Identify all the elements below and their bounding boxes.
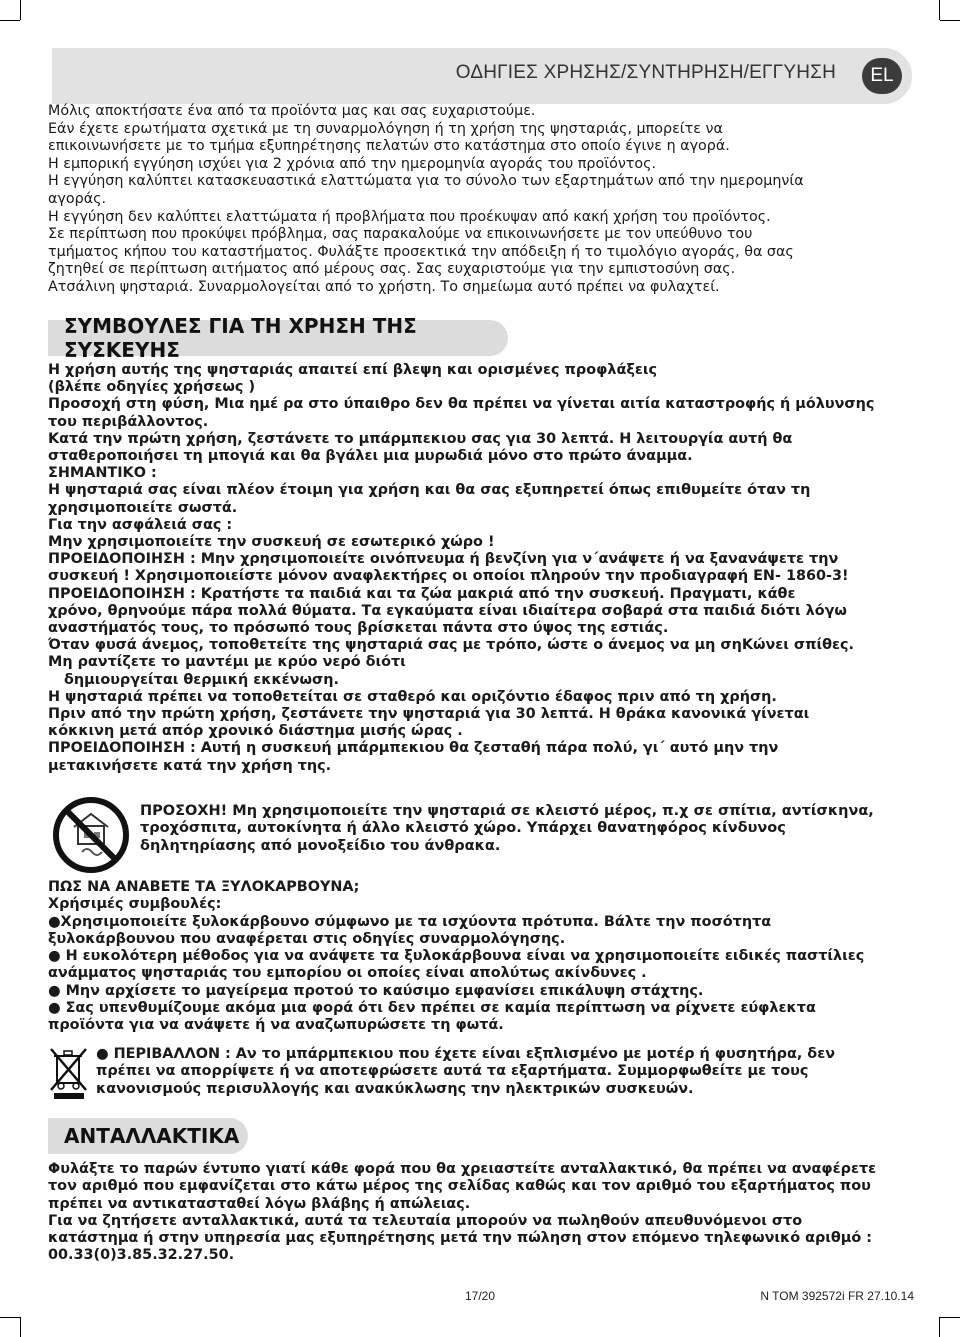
tips-line: Η ψησταριά πρέπει να τοποθετείται σε σταθερό και οριζόντιο έδαφος πριν από τη χρήση.: [48, 688, 777, 705]
document-reference: N TOM 392572i FR 27.10.14: [760, 1289, 914, 1303]
tips-line: δημιουργείται θερμική εκκένωση.: [64, 671, 339, 688]
intro-line: αγοράς.: [48, 190, 107, 207]
tips-line: Πριν από την πρώτη χρήση, ζεστάνετε την ψησταριά για 30 λεπτά. Η θράκα κανονικά γίνεται: [48, 706, 810, 723]
crop-mark-tr-v: [939, 0, 940, 20]
environment-line: πρέπει να απορρίψετε ή να αποτεφρώσετε αυτά τα εξαρτήματα. Συμμορφωθείτε με τους: [96, 1063, 809, 1080]
intro-line: τμήματος κήπου του καταστήματος. Φυλάξτε προσεκτικά την απόδειξη ή το τιμολόγιο αγοράς, θα σας: [48, 243, 794, 260]
tips-line: Για την ασφάλειά σας :: [48, 516, 233, 533]
tips-line: Προσοχή στη φύση, Μια ημέ ρα στο ύπαιθρο δεν θα πρέπει να γίνεται αιτία καταστροφής ή μόλυνσης: [48, 396, 875, 413]
crop-mark-br-h: [940, 1317, 960, 1318]
tips-line: (βλέπε οδηγίες χρήσεως ): [48, 379, 256, 396]
tips-line: μετακινήσετε κατά την χρήση της.: [48, 757, 332, 774]
tips-line: Κατά την πρώτη χρήση, ζεστάνετε το μπάρμπεκιου σας για 30 λεπτά. Η λειτουργία αυτή θα: [48, 430, 793, 447]
intro-section: [48, 103, 918, 297]
intro-line: Η εμπορική εγγύηση ισχύει για 2 χρόνια από την ημερομηνία αγοράς του προϊόντος.: [48, 155, 657, 172]
tips-line: ΠΡΟΕΙΔΟΠΟΙΗΣΗ : Κρατήστε τα παιδιά και τα ζώα μακριά από την συσκευή. Πραγματι, κάθε: [48, 585, 796, 602]
usage-tips-section: [48, 362, 918, 775]
charcoal-line: ξυλοκάρβουνου που αναφέρεται στις οδηγίες συναρμολόγησης.: [48, 930, 566, 947]
crop-mark-bl-v: [20, 1317, 21, 1337]
tips-line: Η χρήση αυτής της ψησταριάς απαιτεί επί βλεψη και ορισμένες προφλάξεις: [48, 362, 658, 378]
tips-line: ΣΗΜΑΝΤΙΚΟ :: [48, 465, 157, 482]
warning-line: ΠΡΟΣΟΧΗ! Μη χρησιμοποιείτε την ψησταριά σε κλειστό μέρος, π.χ σε σπίτια, αντίσκηνα,: [140, 803, 874, 819]
crossed-out-bin-icon: [48, 1046, 90, 1100]
environment-section: [96, 1046, 916, 1098]
crop-mark-br-v: [939, 1317, 940, 1337]
charcoal-line: ● Σας υπενθυμίζουμε ακόμα μια φορά ότι δεν πρέπει σε καμία περίπτωση να ρίχνετε εύφλεκτα: [48, 1000, 816, 1017]
spare-parts-line: πρέπει να αντικατασταθεί λόγω βλάβης ή απώλειας.: [48, 1195, 471, 1212]
tips-line: σταθεροποιήσει τη μπογιά και θα βγάλει μια μυρωδιά μόνο στο πρώτο άναμμα.: [48, 448, 693, 465]
page-number: 17/20: [465, 1289, 496, 1303]
environment-line: ● ΠΕΡΙΒΑΛΛΟΝ : Αν το μπάρμπεκιου που έχετε είναι εξπλισμένο με μοτέρ ή φυσητήρα, δεν: [96, 1046, 836, 1062]
intro-line: ζητηθεί σε περίπτωση αιτήματος από μέρους σας. Σας ευχαριστούμε για την εμπιστοσύνη σας.: [48, 261, 736, 278]
usage-tips-heading: ΣΥΜΒΟΥΛΕΣ ΓΙΑ ΤΗ ΧΡΗΣΗ ΤΗΣ ΣΥΣΚΕΥΗΣ: [48, 320, 508, 356]
intro-line: Σε περίπτωση που προκύψει πρόβλημα, σας παρακαλούμε να επικοινωνήσετε με τον υπεύθυνο του: [48, 226, 753, 243]
environment-line: κανονισμούς περισυλλογής και ανακύκλωσης την ηλεκτρικών συσκευών.: [96, 1080, 694, 1097]
spare-parts-line: 00.33(0)3.85.32.27.50.: [48, 1247, 235, 1264]
tips-line: ΠΡΟΕΙΔΟΠΟΙΗΣΗ : Μην χρησιμοποιείτε οινόπνευμα ή βενζίνη για ν΄ανάψετε ή να ξανανάψετε την: [48, 551, 839, 568]
tips-line: κόκκινη μετά απόρ χρονικό διάστημα μισής ώρας .: [48, 723, 463, 740]
spare-parts-section: [48, 1161, 918, 1265]
intro-line: Η εγγύηση δεν καλύπτει ελαττώματα ή προβλήματα που προέκυψαν από κακή χρήση του προϊόντος.: [48, 208, 771, 225]
crop-mark-tl-v: [20, 0, 21, 20]
intro-line: Εάν έχετε ερωτήματα σχετικά με τη συναρμολόγηση ή τη χρήση της ψησταριάς, μπορείτε να: [48, 120, 723, 137]
warning-line: δηλητηρίασης από μονοξείδιο του άνθρακα.: [140, 837, 501, 854]
intro-line: Μόλις αποκτήσατε ένα από τα προϊόντα μας και σας ευχαριστούμε.: [48, 103, 536, 119]
header-title: ΟΔΗΓΙΕΣ ΧΡΗΣΗΣ/ΣΥΝΤΗΡΗΣΗ/ΕΓΓΥΗΣΗ: [455, 62, 836, 83]
tips-line: χρησιμοποιείτε σωστά.: [48, 499, 238, 516]
tips-line: ΠΡΟΕΙΔΟΠΟΙΗΣΗ : Αυτή η συσκευή μπάρμπεκιου θα ζεσταθή πάρα πολύ, γι΄ αυτό μην την: [48, 740, 779, 757]
charcoal-line: ●Χρησιμοποιείτε ξυλοκάρβουνο σύμφωνο με τα ισχύοντα πρότυπα. Βάλτε την ποσότητα: [48, 913, 772, 930]
intro-line: επικοινωνήσετε με το τμήμα εξυπηρέτησης πελατών στο κατάστημα στο οποίο έγινε η αγορά.: [48, 138, 730, 155]
tips-line: χρόνο, θρηνούμε πάρα πολλά θύματα. Τα εγκαύματα είναι ιδιαίτερα σοβαρά στα παιδιά διότι λόγω: [48, 602, 847, 619]
tips-line: του περιβάλλοντος.: [48, 413, 209, 430]
charcoal-line: προϊόντα για να ανάψετε ή να αναζωπυρώσετε τη φωτά.: [48, 1017, 504, 1034]
intro-line: Ατσάλινη ψησταριά. Συναρμολογείται από το χρήστη. Το σημείωμα αυτό πρέπει να φυλαχτεί.: [48, 278, 720, 295]
crop-mark-tl-h: [0, 20, 20, 21]
indoor-warning: [140, 803, 920, 855]
charcoal-line: ΠΩΣ ΝΑ ΑΝΑΒΕΤΕ ΤΑ ΞΥΛΟΚΑΡΒΟΥΝΑ;: [48, 879, 360, 895]
tips-line: Μη ραντίζετε το μαντέμι με κρύο νερό διότι: [48, 654, 406, 671]
spare-parts-line: κατάστημα ή στην υπηρεσία μας εξυπηρέτησης μετά την πώληση στον επόμενο τηλεφωνικό αριθμό :: [48, 1230, 873, 1247]
header-bar: [52, 48, 912, 104]
charcoal-line: Χρήσιμές συμβουλές:: [48, 896, 222, 913]
spare-parts-line: Για να ζητήσετε ανταλλακτικά, αυτά τα τελευταία μπορούν να πωληθούν απευθυνόμενοι στο: [48, 1212, 803, 1229]
spare-parts-line: τον αριθμό που εμφανίζεται στο κάτω μέρος της σελίδας καθώς και τον αριθμό του εξαρτήματος που: [48, 1178, 871, 1195]
tips-line: συσκευή ! Χρησιμοποιείστε μόνον αναφλεκτήρες οι οποίοι πληρούν την προδιαγραφή ΕΝ- 1860-3!: [48, 568, 849, 585]
language-badge: EL: [862, 58, 902, 94]
crop-mark-bl-h: [0, 1317, 20, 1318]
tips-line: Η ψησταριά σας είναι πλέον έτοιμη για χρήση και θα σας εξυπηρετεί όπως επιθυμείτε όταν τη: [48, 482, 811, 499]
intro-line: Η εγγύηση καλύπτει κατασκευαστικά ελαττώματα για το σύνολο των εξαρτημάτων από την ημερομηνία: [48, 173, 804, 190]
no-indoor-use-icon: [52, 796, 130, 874]
charcoal-section: [48, 879, 918, 1035]
tips-line: Μην χρησιμοποιείτε την συσκευή σε εσωτερικό χώρο !: [48, 534, 495, 551]
charcoal-line: ανάμματος ψησταριάς του εμπορίου οι οποίες είναι απολύτως ακίνδυνες .: [48, 965, 647, 982]
crop-mark-tr-h: [940, 20, 960, 21]
charcoal-line: ● Μην αρχίσετε το μαγείρεμα προτού το καύσιμο εμφανίσει επικάλυψη στάχτης.: [48, 982, 704, 999]
spare-parts-line: Φυλάξτε το παρών έντυπο γιατί κάθε φορά που θα χρειαστείτε ανταλλακτικό, θα πρέπει να αναφέρετε: [48, 1161, 877, 1177]
charcoal-line: ● Η ευκολότερη μέθοδος για να ανάψετε τα ξυλοκάρβουνα είναι να χρησιμοποιείτε ειδικές παστίλιες: [48, 948, 865, 965]
spare-parts-heading: ΑΝΤΑΛΛΑΚΤΙΚΑ: [48, 1118, 248, 1154]
warning-line: τροχόσπιτα, αυτοκίνητα ή άλλο κλειστό χώρο. Υπάρχει θανατηφόρος κίνδυνος: [140, 820, 786, 837]
tips-line: Όταν φυσά άνεμος, τοποθετείτε της ψησταριά σας με τρόπο, ώστε ο άνεμος να μη σηΚώνει σπίθες.: [48, 637, 854, 654]
tips-line: αναστήματός τους, το πρόσωπό τους βρίσκεται πάντα στο ύψος της εστιάς.: [48, 620, 669, 637]
